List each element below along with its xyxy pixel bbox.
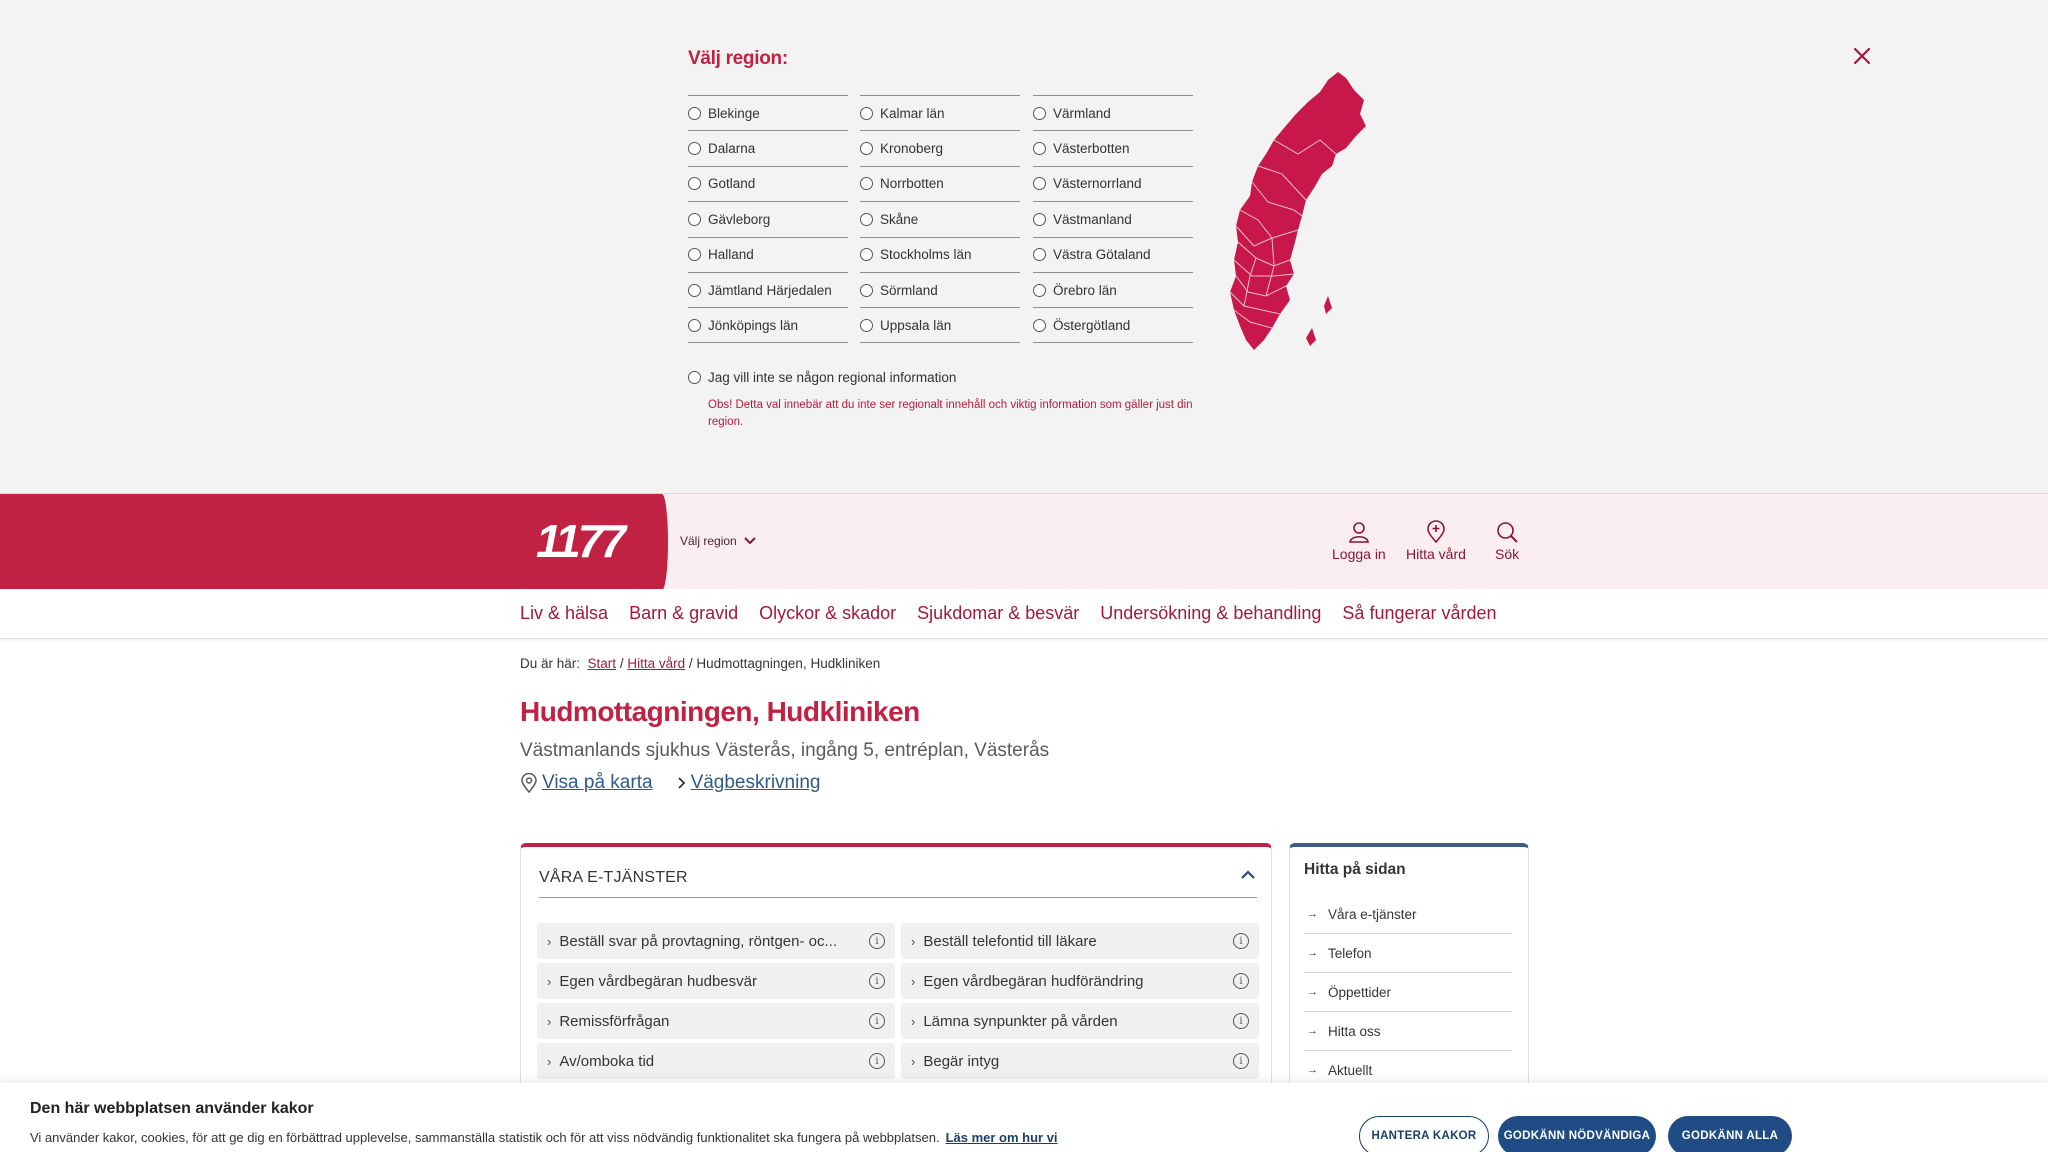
chevron-right-icon: ›	[911, 973, 916, 989]
region-option-label: Västerbotten	[1053, 141, 1130, 157]
region-option-label: Stockholms län	[880, 247, 972, 263]
find-care-label: Hitta vård	[1406, 546, 1466, 562]
eservices-heading: VÅRA E-TJÄNSTER	[539, 869, 688, 886]
show-on-map-label: Visa på karta	[542, 772, 653, 793]
region-option[interactable]	[860, 166, 1020, 201]
nav-item-undersokning-behandling[interactable]: Undersökning & behandling	[1100, 603, 1322, 623]
chevron-right-icon	[677, 776, 687, 790]
toc-item-label: Öppettider	[1328, 984, 1392, 1000]
region-option-label: Halland	[708, 247, 754, 263]
toc-list	[1304, 895, 1512, 1090]
info-icon[interactable]: i	[869, 973, 885, 989]
radio-button[interactable]	[688, 248, 701, 261]
eservice-label: Beställ svar på provtagning, röntgen- oc...	[559, 932, 837, 950]
radio-button[interactable]	[860, 213, 873, 226]
cookie-read-more-link[interactable]: Läs mer om hur vi	[945, 1130, 1058, 1145]
eservice-label: Av/omboka tid	[559, 1052, 655, 1070]
radio-button[interactable]	[688, 284, 701, 297]
region-option[interactable]	[1033, 95, 1193, 130]
region-option-label: Skåne	[880, 211, 919, 227]
region-option[interactable]	[860, 130, 1020, 165]
info-icon[interactable]: i	[869, 1053, 885, 1069]
toc-item[interactable]	[1304, 973, 1512, 1012]
cookie-text	[30, 1130, 1058, 1145]
toc-item[interactable]	[1304, 1012, 1512, 1051]
radio-button[interactable]	[688, 177, 701, 190]
radio-button[interactable]	[860, 142, 873, 155]
arrow-right-icon: →	[1307, 947, 1318, 959]
eservices-list	[537, 923, 1259, 1079]
manage-cookies-button[interactable]: HANTERA KAKOR	[1359, 1116, 1489, 1152]
region-option[interactable]	[688, 307, 848, 342]
region-option[interactable]	[1033, 307, 1193, 342]
arrow-right-icon: →	[1307, 986, 1318, 998]
accept-necessary-button[interactable]: GODKÄNN NÖDVÄNDIGA	[1498, 1116, 1656, 1152]
radio-button[interactable]	[1033, 284, 1046, 297]
eservice-label: Begär intyg	[923, 1052, 1000, 1070]
radio-button[interactable]	[688, 213, 701, 226]
breadcrumb-link-start[interactable]: Start	[587, 656, 617, 671]
eservice-item[interactable]	[537, 1043, 895, 1079]
breadcrumb	[520, 656, 880, 671]
info-icon[interactable]: i	[1233, 973, 1249, 989]
user-icon	[1347, 520, 1371, 544]
eservice-label: Egen vårdbegäran hudförändring	[923, 972, 1144, 990]
toc-item-label: Aktuellt	[1328, 1062, 1373, 1078]
eservices-accordion-header[interactable]	[539, 869, 1257, 898]
arrow-right-icon: →	[1307, 1025, 1318, 1037]
region-option-label: Blekinge	[708, 105, 760, 121]
chevron-right-icon: ›	[911, 933, 916, 949]
region-option-label: Västra Götaland	[1053, 247, 1151, 263]
region-option[interactable]	[860, 272, 1020, 307]
region-option-label: Jönköpings län	[708, 317, 799, 333]
site-header	[0, 493, 2048, 589]
chevron-right-icon: ›	[911, 1013, 916, 1029]
radio-button[interactable]	[860, 284, 873, 297]
breadcrumb-separator: /	[616, 656, 628, 671]
arrow-right-icon: →	[1307, 908, 1318, 920]
radio-button[interactable]	[1033, 319, 1046, 332]
toc-item-label: Hitta oss	[1328, 1023, 1381, 1039]
eservice-label: Remissförfrågan	[559, 1012, 670, 1030]
main-nav	[0, 589, 2048, 639]
region-option[interactable]	[688, 201, 848, 236]
region-option[interactable]	[1033, 272, 1193, 307]
region-option[interactable]	[688, 130, 848, 165]
chevron-right-icon: ›	[911, 1053, 916, 1069]
region-option[interactable]	[688, 237, 848, 272]
info-icon[interactable]: i	[869, 933, 885, 949]
radio-button[interactable]	[688, 107, 701, 120]
chevron-down-icon	[743, 536, 757, 546]
chevron-right-icon: ›	[547, 1013, 552, 1029]
search-label: Sök	[1495, 546, 1520, 562]
radio-button[interactable]	[1033, 248, 1046, 261]
eservice-item[interactable]	[901, 923, 1259, 959]
cookie-banner	[0, 1083, 2048, 1152]
sweden-map-image	[1228, 70, 1368, 352]
eservice-item[interactable]	[537, 963, 895, 999]
region-option[interactable]	[1033, 237, 1193, 272]
radio-button[interactable]	[688, 319, 701, 332]
radio-button[interactable]	[860, 248, 873, 261]
toc-item[interactable]	[1304, 934, 1512, 973]
region-option-label: Norrbotten	[880, 176, 944, 192]
toc-item[interactable]	[1304, 895, 1512, 934]
info-icon[interactable]: i	[869, 1013, 885, 1029]
show-on-map-link[interactable]	[520, 772, 653, 794]
no-region-label: Jag vill inte se någon regional information	[708, 370, 957, 385]
region-option-label: Värmland	[1053, 105, 1111, 121]
search-icon	[1495, 520, 1519, 544]
login-button[interactable]	[1332, 520, 1386, 562]
eservice-label: Egen vårdbegäran hudbesvär	[559, 972, 757, 990]
region-column-1	[688, 95, 848, 343]
eservice-item[interactable]	[901, 1003, 1259, 1039]
eservice-label: Beställ telefontid till läkare	[923, 932, 1097, 950]
region-panel	[0, 0, 2048, 493]
no-region-option[interactable]	[688, 370, 956, 385]
info-icon[interactable]: i	[1233, 1053, 1249, 1069]
eservice-item[interactable]	[901, 963, 1259, 999]
region-option[interactable]	[688, 95, 848, 130]
region-option[interactable]	[1033, 130, 1193, 165]
info-icon[interactable]: i	[1233, 1013, 1249, 1029]
region-option-label: Uppsala län	[880, 317, 952, 333]
eservice-item[interactable]	[537, 1003, 895, 1039]
radio-button[interactable]	[860, 319, 873, 332]
region-option-label: Kronoberg	[880, 141, 944, 157]
breadcrumb-link-hitta-vard[interactable]: Hitta vård	[627, 656, 686, 671]
region-option[interactable]	[1033, 166, 1193, 201]
region-option-label: Gävleborg	[708, 211, 771, 227]
close-icon[interactable]	[1848, 42, 1876, 70]
radio-button[interactable]	[860, 107, 873, 120]
directions-label: Vägbeskrivning	[690, 772, 821, 793]
region-option-label: Östergötland	[1053, 317, 1131, 333]
nav-item-liv-halsa[interactable]: Liv & hälsa	[520, 603, 609, 623]
breadcrumb-prefix: Du är här:	[520, 656, 581, 671]
location-pin-icon	[520, 773, 538, 793]
radio-button[interactable]	[1033, 142, 1046, 155]
region-option-label: Gotland	[708, 176, 756, 192]
eservice-item[interactable]	[537, 923, 895, 959]
breadcrumb-current: / Hudmottagningen, Hudkliniken	[685, 656, 881, 671]
radio-button[interactable]	[1033, 213, 1046, 226]
toc-item-label: Våra e-tjänster	[1328, 906, 1417, 922]
search-button[interactable]	[1495, 520, 1519, 562]
nav-item-barn-gravid[interactable]: Barn & gravid	[629, 603, 739, 623]
eservice-label: Lämna synpunkter på vården	[923, 1012, 1118, 1030]
region-column-2	[860, 95, 1020, 343]
toc-item-label: Telefon	[1328, 945, 1372, 961]
radio-button[interactable]	[1033, 177, 1046, 190]
site-logo[interactable]: 1177	[536, 515, 623, 567]
nav-item-sa-fungerar-varden[interactable]: Så fungerar vården	[1342, 603, 1497, 623]
region-option-label: Örebro län	[1053, 282, 1117, 298]
region-option[interactable]	[860, 237, 1020, 272]
region-option[interactable]	[860, 307, 1020, 342]
region-select-button[interactable]	[680, 534, 757, 548]
directions-link[interactable]	[677, 772, 821, 794]
location-pin-icon	[1424, 520, 1448, 544]
login-label: Logga in	[1332, 546, 1386, 562]
region-option-label: Jämtland Härjedalen	[708, 282, 832, 298]
logo-area	[0, 494, 668, 590]
radio-button[interactable]	[688, 371, 701, 384]
radio-button[interactable]	[1033, 107, 1046, 120]
region-select-label: Välj region	[680, 534, 737, 548]
cookie-title: Den här webbplatsen använder kakor	[30, 1100, 314, 1117]
region-option[interactable]	[688, 166, 848, 201]
region-panel-title: Välj region:	[688, 48, 788, 69]
region-option[interactable]	[860, 201, 1020, 236]
no-region-note: Obs! Detta val innebär att du inte ser regionalt innehåll och viktig information som gäller just din region.	[708, 399, 1193, 428]
eservice-item[interactable]	[901, 1043, 1259, 1079]
chevron-up-icon	[1239, 869, 1257, 881]
find-care-button[interactable]	[1406, 520, 1466, 562]
region-option[interactable]	[688, 272, 848, 307]
chevron-right-icon: ›	[547, 933, 552, 949]
nav-item-olyckor-skador[interactable]: Olyckor & skador	[759, 603, 897, 623]
accept-all-button[interactable]: GODKÄNN ALLA	[1668, 1116, 1792, 1152]
region-option-label: Kalmar län	[880, 105, 945, 121]
info-icon[interactable]: i	[1233, 933, 1249, 949]
radio-button[interactable]	[860, 177, 873, 190]
region-column-3	[1033, 95, 1193, 343]
page-title: Hudmottagningen, Hudkliniken	[520, 696, 920, 727]
radio-button[interactable]	[688, 142, 701, 155]
region-option-label: Västernorrland	[1053, 176, 1142, 192]
location-links	[520, 772, 820, 794]
region-option-label: Sörmland	[880, 282, 938, 298]
nav-item-sjukdomar-besvar[interactable]: Sjukdomar & besvär	[917, 603, 1080, 623]
arrow-right-icon: →	[1307, 1064, 1318, 1076]
region-option[interactable]	[860, 95, 1020, 130]
cookie-description: Vi använder kakor, cookies, för att ge dig en förbättrad upplevelse, sammanställa statistik och för att viss nödvändig funktionalitet ska fungera på webbplatsen.	[30, 1130, 940, 1145]
toc-title: Hitta på sidan	[1304, 861, 1406, 878]
chevron-right-icon: ›	[547, 1053, 552, 1069]
region-option-label: Dalarna	[708, 141, 756, 157]
region-option[interactable]	[1033, 201, 1193, 236]
chevron-right-icon: ›	[547, 973, 552, 989]
region-option-label: Västmanland	[1053, 211, 1132, 227]
clinic-address: Västmanlands sjukhus Västerås, ingång 5, entréplan, Västerås	[520, 740, 1050, 761]
